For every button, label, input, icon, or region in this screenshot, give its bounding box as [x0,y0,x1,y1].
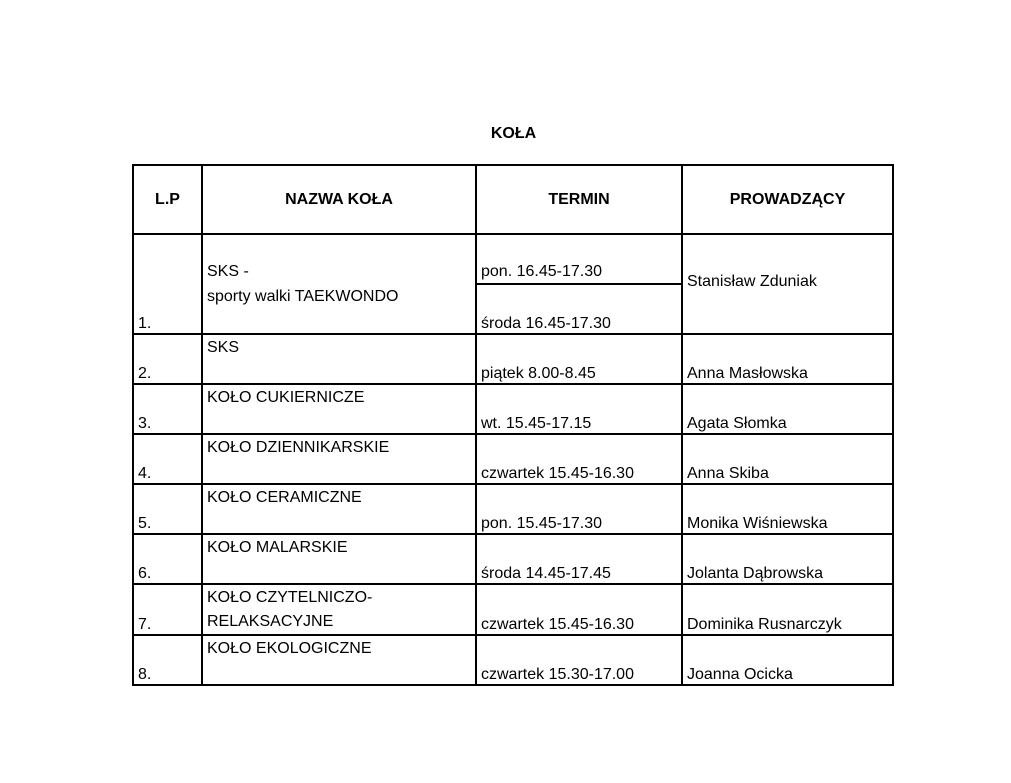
header-lead: PROWADZĄCY [682,165,893,234]
row-term: środa 14.45-17.45 [476,534,682,584]
row-name: KOŁO CUKIERNICZE [202,384,476,434]
row-name: KOŁO CERAMICZNE [202,484,476,534]
row-term: czwartek 15.45-16.30 [476,584,682,635]
row-lp: 2. [133,334,202,384]
row-lead: Joanna Ocicka [682,635,893,685]
row-term: wt. 15.45-17.15 [476,384,682,434]
row-name: SKS [202,334,476,384]
table-row [133,635,893,685]
table-row [133,584,893,635]
row-lead: Stanisław Zduniak [682,234,893,334]
row-term: środa 16.45-17.30 [476,284,682,334]
header-term: TERMIN [476,165,682,234]
row-lp: 5. [133,484,202,534]
row-lead: Anna Skiba [682,434,893,484]
row-lead: Monika Wiśniewska [682,484,893,534]
row-name-line1: SKS - [207,263,249,280]
clubs-table [132,164,894,686]
row-name [202,234,476,334]
row-name: KOŁO DZIENNIKARSKIE [202,434,476,484]
table-row [133,434,893,484]
row-name: KOŁO MALARSKIE [202,534,476,584]
row-term: piątek 8.00-8.45 [476,334,682,384]
row-term: pon. 16.45-17.30 [476,234,682,284]
row-lp: 8. [133,635,202,685]
table-header-row [133,165,893,234]
row-term: czwartek 15.30-17.00 [476,635,682,685]
row-name [202,584,476,635]
row-name-line2: RELAKSACYJNE [207,613,334,630]
row-lp: 3. [133,384,202,434]
table-row [133,384,893,434]
table-row [133,484,893,534]
row-lp: 7. [133,584,202,635]
row-name-line1: KOŁO CZYTELNICZO- [207,589,373,606]
header-lp: L.P [133,165,202,234]
row-name-line2: sporty walki TAEKWONDO [207,288,399,305]
table-row [133,534,893,584]
page-title: KOŁA [490,125,537,142]
row-lead: Anna Masłowska [682,334,893,384]
row-lp: 6. [133,534,202,584]
row-term: pon. 15.45-17.30 [476,484,682,534]
row-lp: 4. [133,434,202,484]
row-lp: 1. [133,234,202,334]
row-lead: Jolanta Dąbrowska [682,534,893,584]
row-name: KOŁO EKOLOGICZNE [202,635,476,685]
header-name: NAZWA KOŁA [202,165,476,234]
row-lead: Agata Słomka [682,384,893,434]
table-row [133,334,893,384]
row-term: czwartek 15.45-16.30 [476,434,682,484]
table-row [133,234,893,284]
row-lead: Dominika Rusnarczyk [682,584,893,635]
